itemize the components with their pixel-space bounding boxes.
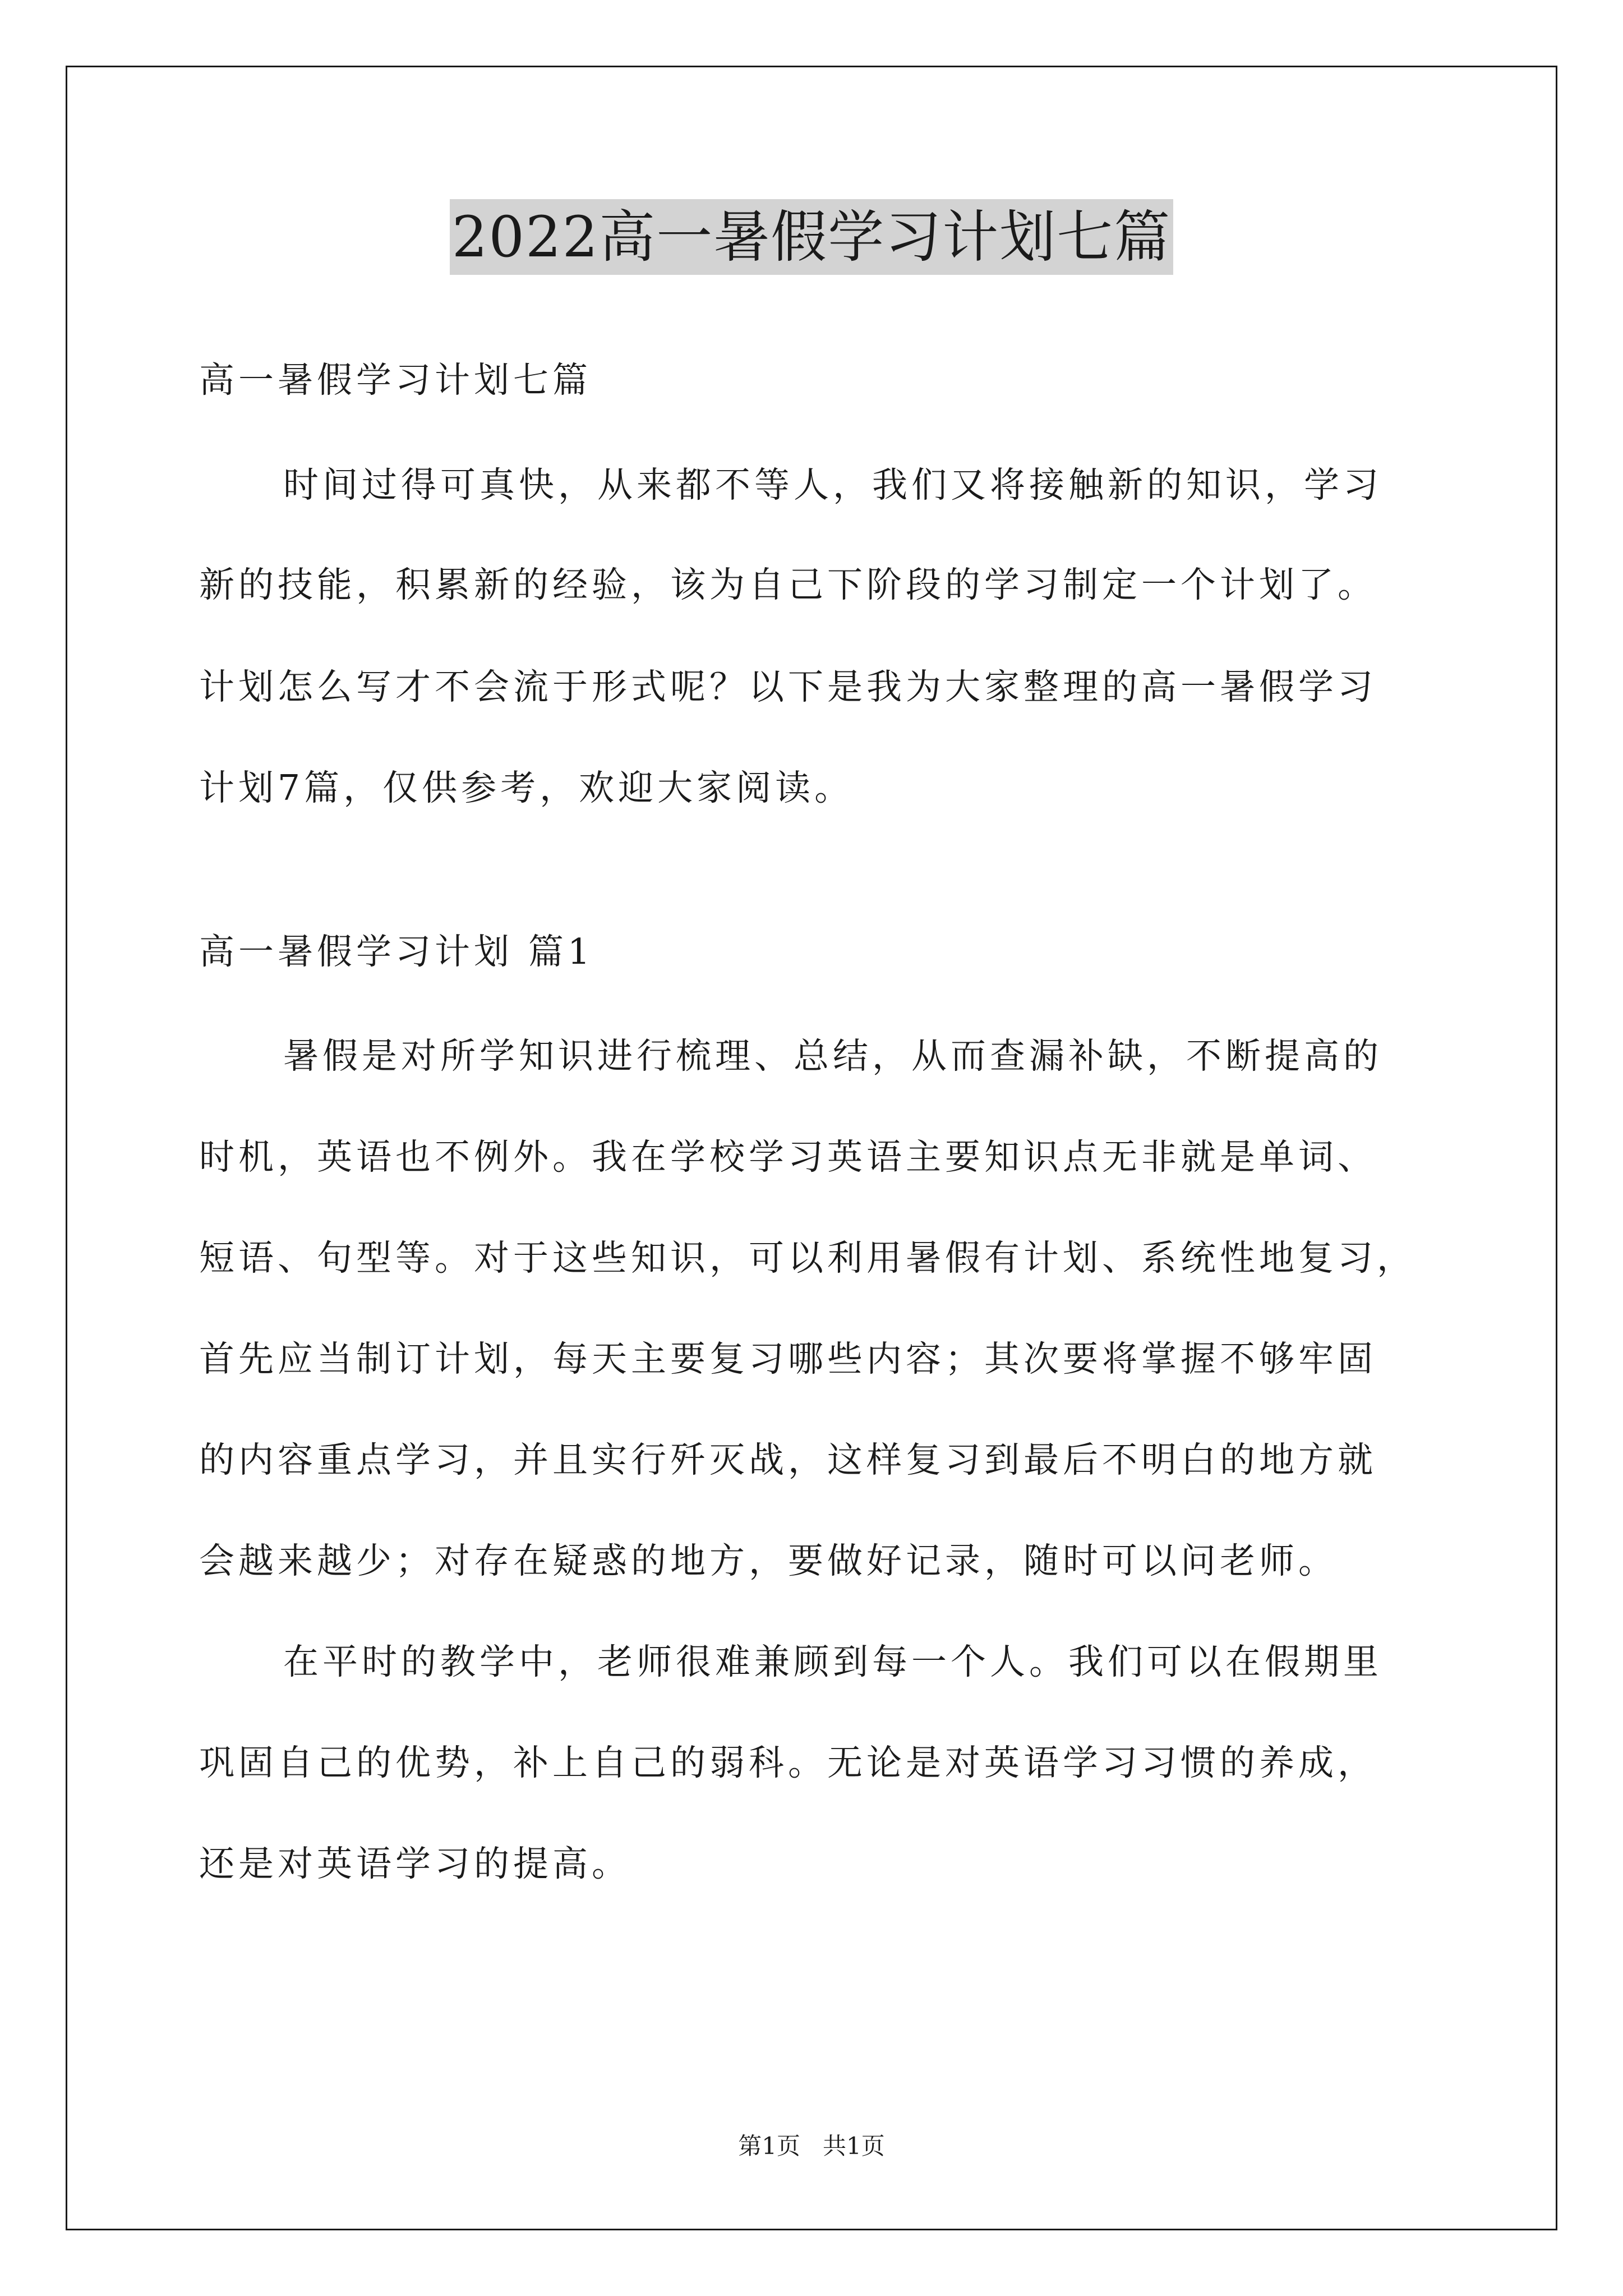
paragraph-line: 会越来越少；对存在疑惑的地方，要做好记录，随时可以问老师。 [199, 1540, 1338, 1581]
paragraph-line: 还是对英语学习的提高。 [199, 1843, 631, 1884]
intro-line: 计划怎么写才不会流于形式呢？以下是我为大家整理的高一暑假学习 [199, 666, 1377, 707]
paragraph-line: 暑假是对所学知识进行梳理、总结，从而查漏补缺，不断提高的 [283, 1036, 1382, 1076]
paragraph-line: 短语、句型等。对于这些知识，可以利用暑假有计划、系统性地复习， [199, 1237, 1416, 1278]
paragraph-line: 首先应当制订计划，每天主要复习哪些内容；其次要将掌握不够牢固 [199, 1338, 1377, 1379]
intro-line: 计划7篇，仅供参考，欢迎大家阅读。 [199, 767, 854, 808]
paragraph-line: 时机，英语也不例外。我在学校学习英语主要知识点无非就是单词、 [199, 1137, 1377, 1177]
section-heading: 高一暑假学习计划 篇1 [199, 931, 594, 972]
intro-line: 新的技能，积累新的经验，该为自己下阶段的学习制定一个计划了。 [199, 564, 1377, 605]
page-footer: 第1页 共1页 [738, 2132, 885, 2160]
title-container [0, 199, 1623, 275]
paragraph-line: 巩固自己的优势，补上自己的弱科。无论是对英语学习习惯的养成， [199, 1742, 1377, 1783]
intro-line: 时间过得可真快，从来都不等人，我们又将接触新的知识，学习 [283, 464, 1382, 505]
paragraph-line: 的内容重点学习，并且实行歼灭战，这样复习到最后不明白的地方就 [199, 1439, 1377, 1480]
paragraph-line: 在平时的教学中，老师很难兼顾到每一个人。我们可以在假期里 [283, 1641, 1382, 1682]
document-title: 2022高一暑假学习计划七篇 [450, 199, 1174, 275]
subtitle: 高一暑假学习计划七篇 [199, 360, 592, 401]
